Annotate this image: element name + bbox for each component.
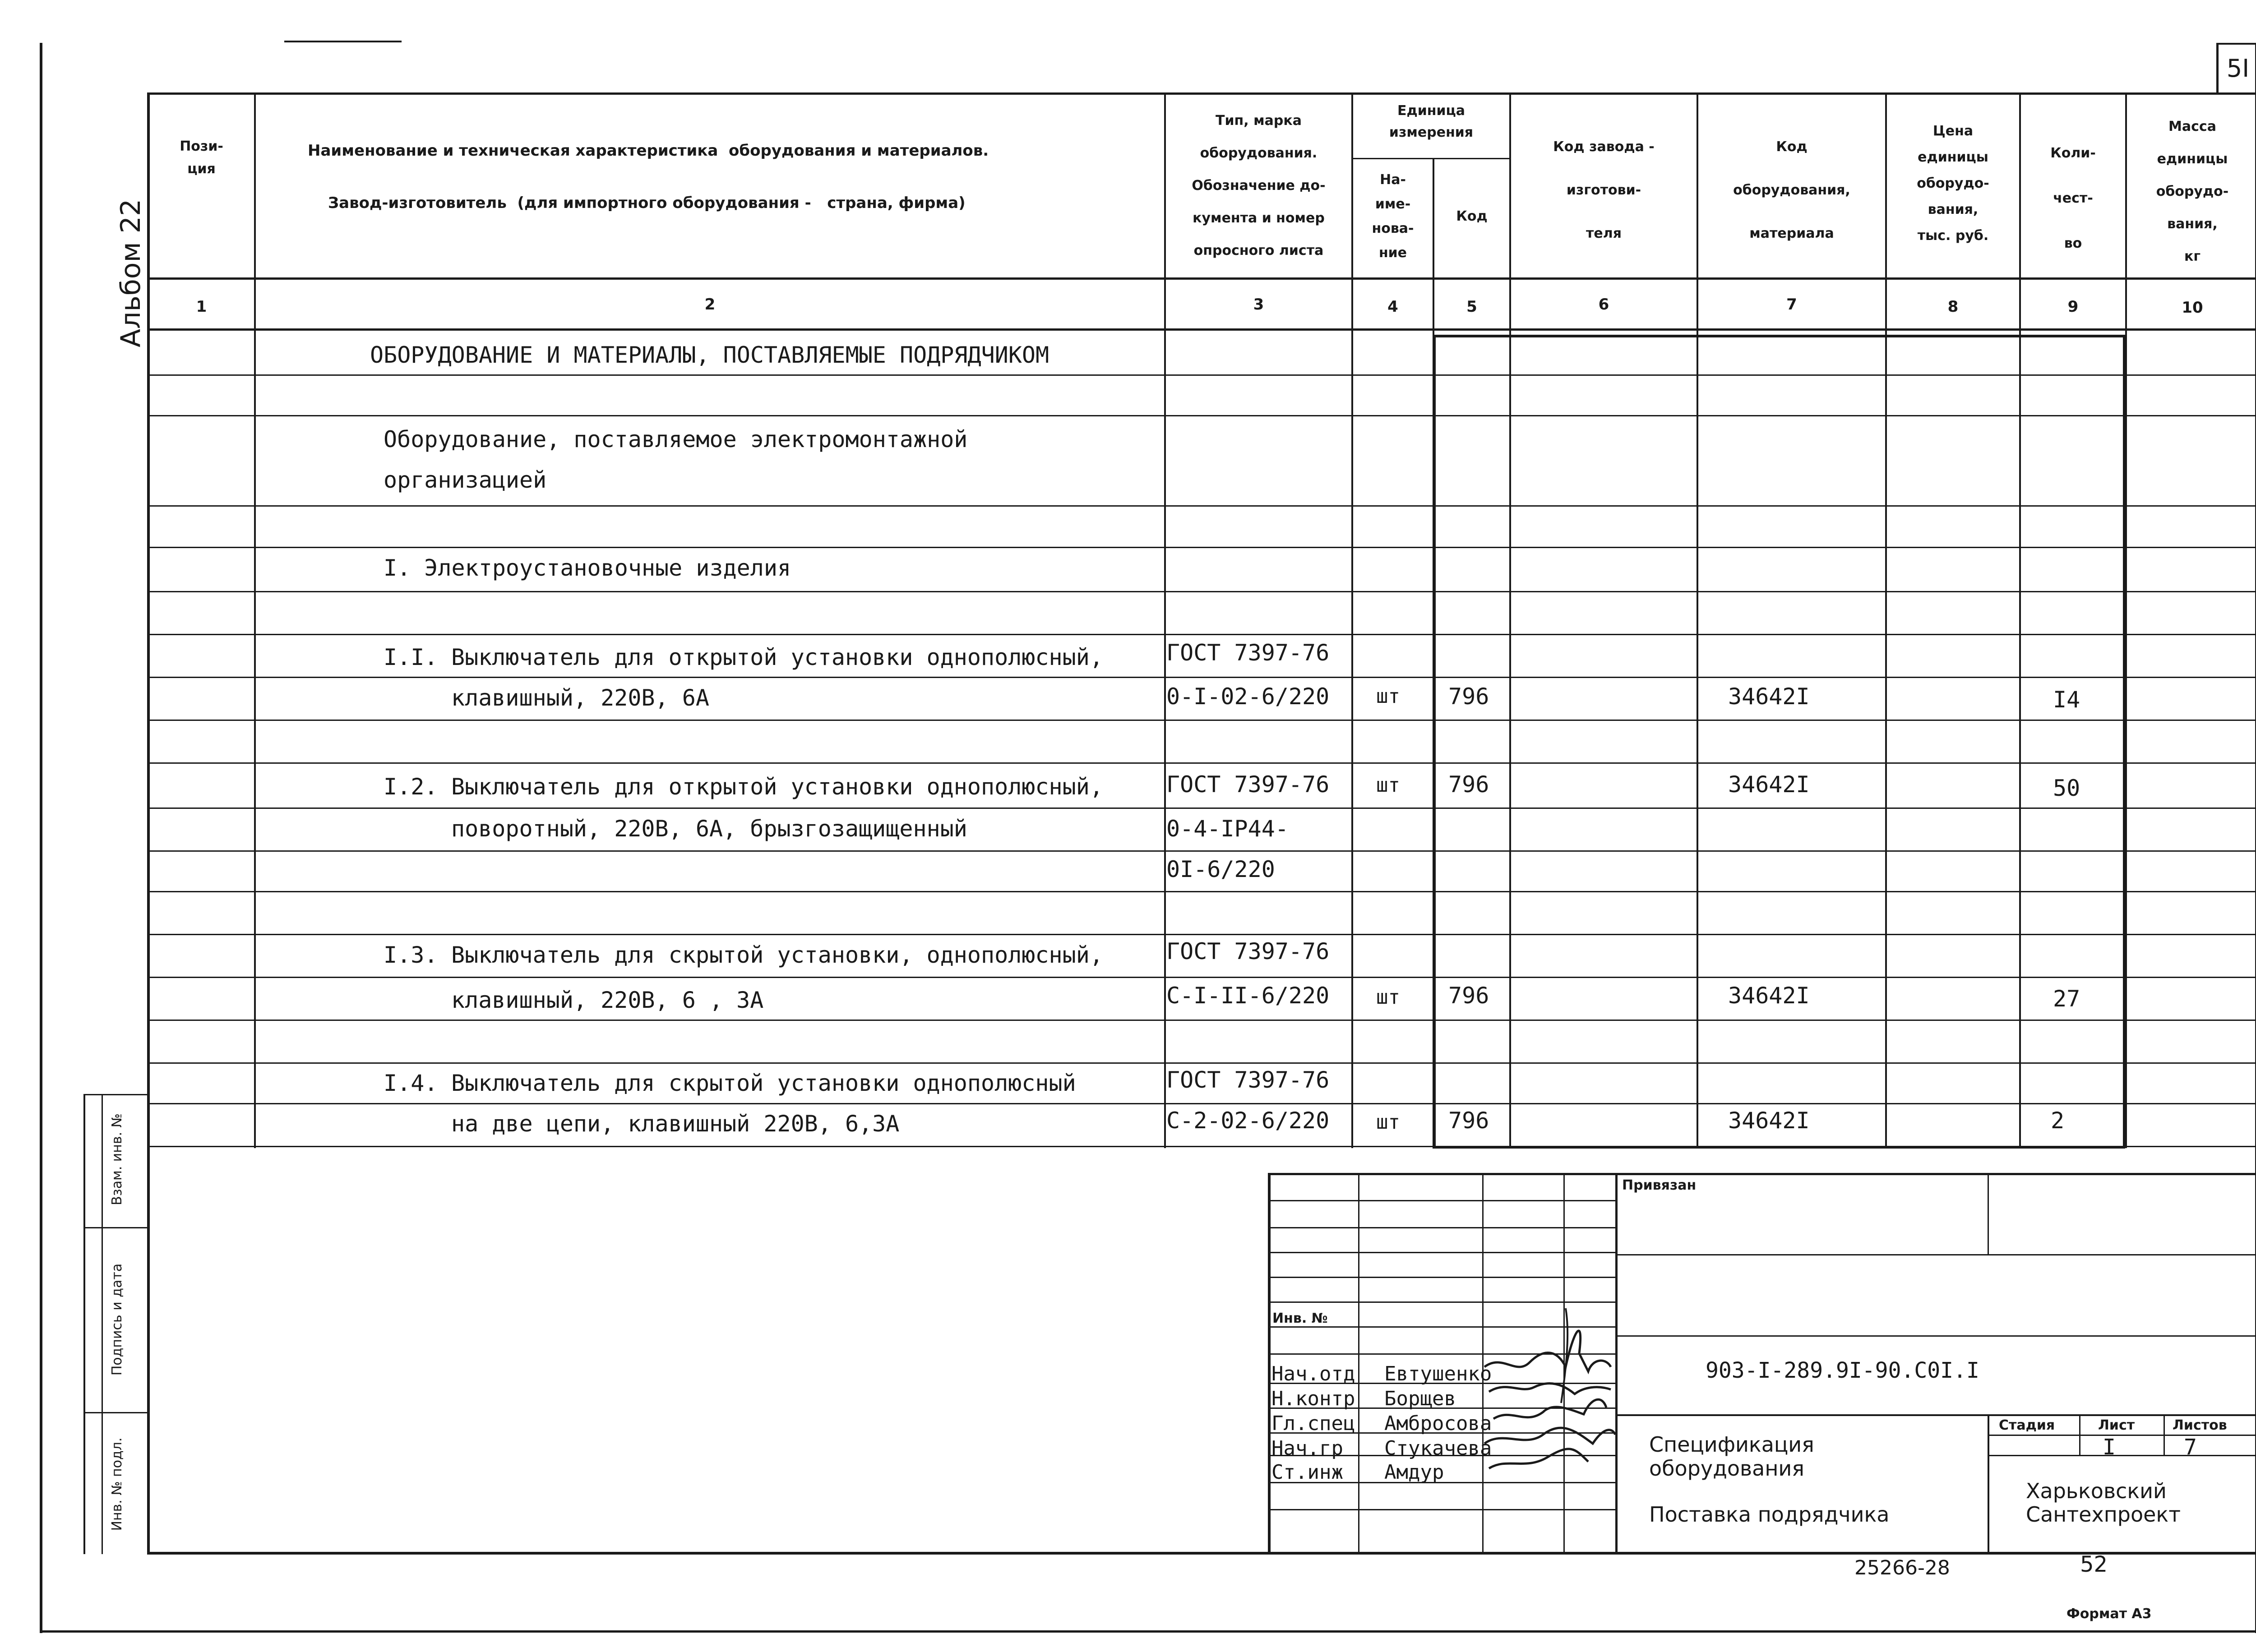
group-title: I. Электроустановочные изделия: [384, 555, 791, 581]
document-title-line1: Спецификация: [1649, 1432, 1814, 1457]
item-name: Выключатель для скрытой установки однополюсный: [451, 1070, 1076, 1096]
subsection-line: организацией: [384, 467, 547, 493]
header-col5: Код: [1456, 208, 1488, 224]
sheet-label: Лист: [2098, 1417, 2135, 1433]
sheets-label: Листов: [2173, 1417, 2227, 1433]
item-position: I.3.: [384, 942, 438, 968]
col-number: 5: [1466, 298, 1477, 316]
item-type: ГОСТ 7397-76: [1166, 1067, 1330, 1093]
document-title-line3: Поставка подрядчика: [1649, 1502, 1890, 1527]
document-code: 903-I-289.9I-90.С0I.I: [1706, 1358, 1979, 1383]
item-quantity: 27: [2053, 986, 2080, 1012]
item-position: I.4.: [384, 1070, 438, 1096]
item-unit-code: 796: [1448, 771, 1489, 798]
side-stamp-inv-podl: Инв. № подл.: [109, 1437, 125, 1531]
header-col9: Коли- чест- во: [2050, 145, 2096, 251]
organization-line2: Сантехпроект: [2026, 1502, 2181, 1527]
item-unit: шт: [1376, 986, 1400, 1009]
signer-role: Гл.спец: [1271, 1412, 1355, 1435]
page-number: 52: [2080, 1552, 2108, 1577]
item-unit: шт: [1376, 685, 1400, 708]
item-unit-code: 796: [1448, 683, 1489, 710]
item-type: ГОСТ 7397-76: [1166, 640, 1330, 666]
header-col4: На- име- нова- ние: [1372, 172, 1414, 261]
privyazan-label: Привязан: [1622, 1177, 1697, 1193]
item-name: Выключатель для скрытой установки, однополюсный,: [451, 942, 1103, 968]
header-col10: Масса единицы оборудо- вания, кг: [2156, 119, 2229, 264]
album-label: Альбом 22: [115, 198, 147, 347]
signer-name: Борщев: [1384, 1387, 1456, 1410]
signer-name: Евтушенко: [1384, 1362, 1492, 1385]
col-number: 4: [1387, 298, 1398, 316]
side-stamp-podpis: Подпись и дата: [109, 1263, 125, 1376]
signer-name: Амдур: [1384, 1461, 1444, 1484]
col-number: 2: [704, 295, 716, 314]
signatures: [1475, 1299, 1624, 1480]
document-title-line2: оборудования: [1649, 1456, 1804, 1481]
item-type: ГОСТ 7397-76: [1166, 771, 1330, 798]
signer-role: Н.контр: [1271, 1387, 1355, 1410]
section-title: ОБОРУДОВАНИЕ И МАТЕРИАЛЫ, ПОСТАВЛЯЕМЫЕ ПОДРЯДЧИКОМ: [370, 342, 1049, 368]
sheet-value: I: [2103, 1435, 2116, 1460]
organization-line1: Харьковский: [2026, 1479, 2167, 1503]
item-material-code: 34642I: [1728, 1107, 1810, 1134]
side-stamp-vzam: Взам. инв. №: [109, 1113, 125, 1205]
item-unit-code: 796: [1448, 1107, 1489, 1134]
item-material-code: 34642I: [1728, 683, 1810, 710]
stage-label: Стадия: [1999, 1417, 2055, 1433]
item-type: 0I-6/220: [1166, 856, 1275, 882]
item-unit: шт: [1376, 774, 1400, 797]
item-type: ГОСТ 7397-76: [1166, 938, 1330, 964]
header-col8: Цена единицы оборудо- вания, тыс. руб.: [1917, 123, 1989, 244]
item-quantity: I4: [2053, 687, 2080, 713]
item-material-code: 34642I: [1728, 771, 1810, 798]
item-type: 0-4-IP44-: [1166, 816, 1289, 842]
item-quantity: 50: [2053, 775, 2080, 801]
signer-role: Ст.инж: [1271, 1461, 1343, 1484]
item-name: на две цепи, клавишный 220В, 6,3А: [451, 1111, 900, 1137]
item-quantity: 2: [2051, 1107, 2065, 1134]
item-unit-code: 796: [1448, 983, 1489, 1009]
header-col45-top: Единица измерения: [1389, 103, 1474, 140]
col-number: 10: [2182, 299, 2203, 317]
item-name: поворотный, 220В, 6А, брызгозащищенный: [451, 816, 967, 842]
header-col7: Код оборудования, материала: [1733, 139, 1850, 241]
header-col1: Пози- ция: [180, 138, 223, 177]
item-type: С-I-II-6/220: [1166, 983, 1330, 1009]
item-unit: шт: [1376, 1111, 1400, 1134]
sheet-number: 5I: [2226, 54, 2250, 83]
item-name: клавишный, 220В, 6А: [451, 685, 709, 711]
col-number: 7: [1786, 295, 1797, 314]
inv-number-label: Инв. №: [1272, 1311, 1328, 1326]
col-number: 6: [1598, 295, 1609, 314]
item-position: I.I.: [384, 644, 438, 670]
header-col6: Код завода - изготови- теля: [1553, 139, 1655, 241]
item-type: С-2-02-6/220: [1166, 1107, 1330, 1134]
format-label: Формат А3: [2066, 1606, 2152, 1622]
signer-name: Стукачева: [1384, 1437, 1492, 1460]
subsection-line: Оборудование, поставляемое электромонтажной: [384, 426, 968, 452]
item-name: Выключатель для открытой установки однополюсный,: [451, 774, 1103, 800]
item-name: клавишный, 220В, 6 , 3А: [451, 987, 764, 1013]
signer-role: Нач.отд: [1271, 1362, 1355, 1385]
item-name: Выключатель для открытой установки однополюсный,: [451, 644, 1103, 670]
col-number: 9: [2067, 298, 2079, 316]
item-position: I.2.: [384, 774, 438, 800]
signer-role: Нач.гр: [1271, 1437, 1343, 1460]
col-number: 8: [1947, 298, 1959, 316]
signer-name: Амбросова: [1384, 1412, 1492, 1435]
archive-number: 25266-28: [1854, 1556, 1950, 1579]
header-col3: Тип, марка оборудования. Обозначение до- кумента и номер опросного листа: [1192, 113, 1326, 258]
item-material-code: 34642I: [1728, 983, 1810, 1009]
col-number: 3: [1253, 295, 1264, 314]
item-type: 0-I-02-6/220: [1166, 683, 1330, 710]
col-number: 1: [196, 298, 207, 316]
sheets-value: 7: [2184, 1435, 2197, 1460]
